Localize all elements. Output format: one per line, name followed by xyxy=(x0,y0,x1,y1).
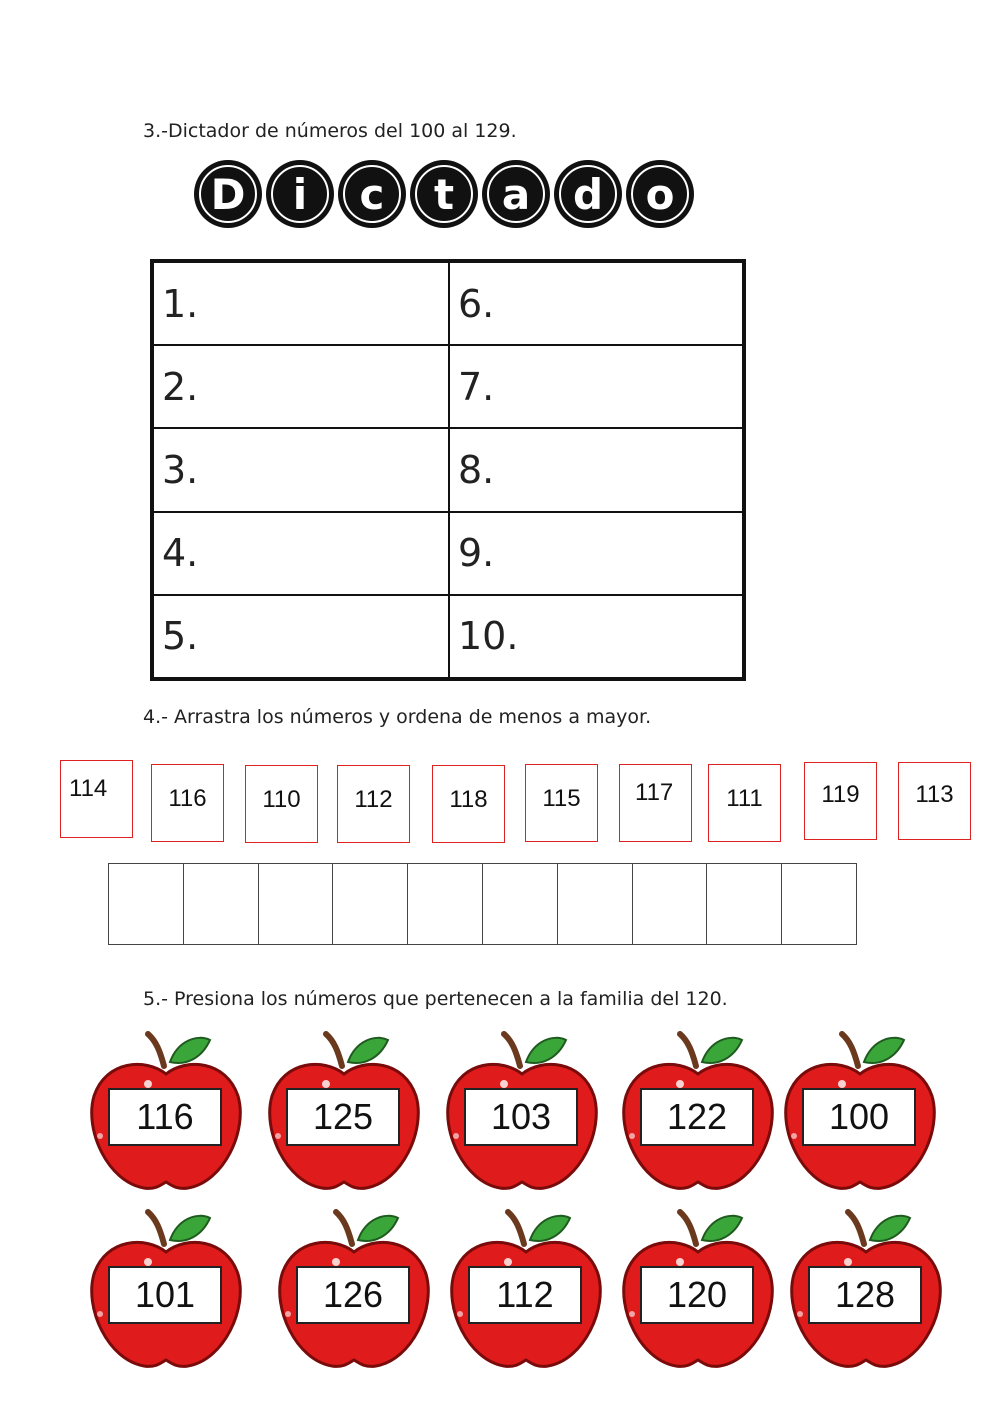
title-letter: t xyxy=(410,160,478,228)
title-letter: a xyxy=(482,160,550,228)
dictado-title xyxy=(194,160,698,232)
dictation-cell-1[interactable]: 1. xyxy=(153,262,449,345)
apple-button[interactable] xyxy=(86,1026,246,1196)
dictation-cell-5[interactable]: 5. xyxy=(153,595,449,678)
apple-number: 125 xyxy=(286,1088,400,1146)
drag-tile[interactable]: 116 xyxy=(151,764,224,842)
apple-button[interactable] xyxy=(780,1026,940,1196)
dictation-cell-6[interactable]: 6. xyxy=(449,262,743,345)
apple-button[interactable] xyxy=(274,1204,434,1374)
apple-button[interactable] xyxy=(442,1026,602,1196)
drag-tile[interactable]: 114 xyxy=(60,760,133,838)
apple-button[interactable] xyxy=(86,1204,246,1374)
drag-tile[interactable]: 118 xyxy=(432,765,505,843)
dictation-cell-4[interactable]: 4. xyxy=(153,512,449,595)
drop-slot[interactable] xyxy=(184,864,259,944)
drag-tile[interactable]: 111 xyxy=(708,764,781,842)
drag-tile[interactable]: 110 xyxy=(245,765,318,843)
drop-slot[interactable] xyxy=(633,864,708,944)
dictation-cell-8[interactable]: 8. xyxy=(449,428,743,511)
drop-slot[interactable] xyxy=(483,864,558,944)
apple-button[interactable] xyxy=(264,1026,424,1196)
title-letter: D xyxy=(194,160,262,228)
dictation-cell-2[interactable]: 2. xyxy=(153,345,449,428)
apple-number: 122 xyxy=(640,1088,754,1146)
apple-number: 116 xyxy=(108,1088,222,1146)
drag-tile[interactable]: 115 xyxy=(525,764,598,842)
instruction-dictado: 3.-Dictador de números del 100 al 129. xyxy=(143,120,517,142)
drop-zone-row xyxy=(108,863,857,945)
dictation-cell-9[interactable]: 9. xyxy=(449,512,743,595)
dictation-cell-3[interactable]: 3. xyxy=(153,428,449,511)
apple-button[interactable] xyxy=(786,1204,946,1374)
instruction-familia: 5.- Presiona los números que pertenecen a la familia del 120. xyxy=(143,988,728,1010)
drop-slot[interactable] xyxy=(782,864,856,944)
drag-tile[interactable]: 119 xyxy=(804,762,877,840)
drop-slot[interactable] xyxy=(333,864,408,944)
apple-number: 103 xyxy=(464,1088,578,1146)
apple-number: 128 xyxy=(808,1266,922,1324)
drop-slot[interactable] xyxy=(558,864,633,944)
drag-tile[interactable]: 113 xyxy=(898,762,971,840)
dictation-table xyxy=(150,259,746,681)
dictation-cell-7[interactable]: 7. xyxy=(449,345,743,428)
dictation-cell-10[interactable]: 10. xyxy=(449,595,743,678)
drag-tile[interactable]: 117 xyxy=(619,764,692,842)
drop-slot[interactable] xyxy=(707,864,782,944)
apple-button[interactable] xyxy=(446,1204,606,1374)
drop-slot[interactable] xyxy=(109,864,184,944)
title-letter: o xyxy=(626,160,694,228)
drag-tile[interactable]: 112 xyxy=(337,765,410,843)
drop-slot[interactable] xyxy=(408,864,483,944)
apple-button[interactable] xyxy=(618,1204,778,1374)
instruction-ordenar: 4.- Arrastra los números y ordena de menos a mayor. xyxy=(143,706,652,728)
title-letter: i xyxy=(266,160,334,228)
title-letter: c xyxy=(338,160,406,228)
drop-slot[interactable] xyxy=(259,864,334,944)
apple-number: 112 xyxy=(468,1266,582,1324)
apple-button[interactable] xyxy=(618,1026,778,1196)
title-letter: d xyxy=(554,160,622,228)
apple-number: 126 xyxy=(296,1266,410,1324)
apple-number: 120 xyxy=(640,1266,754,1324)
apple-number: 101 xyxy=(108,1266,222,1324)
apple-number: 100 xyxy=(802,1088,916,1146)
